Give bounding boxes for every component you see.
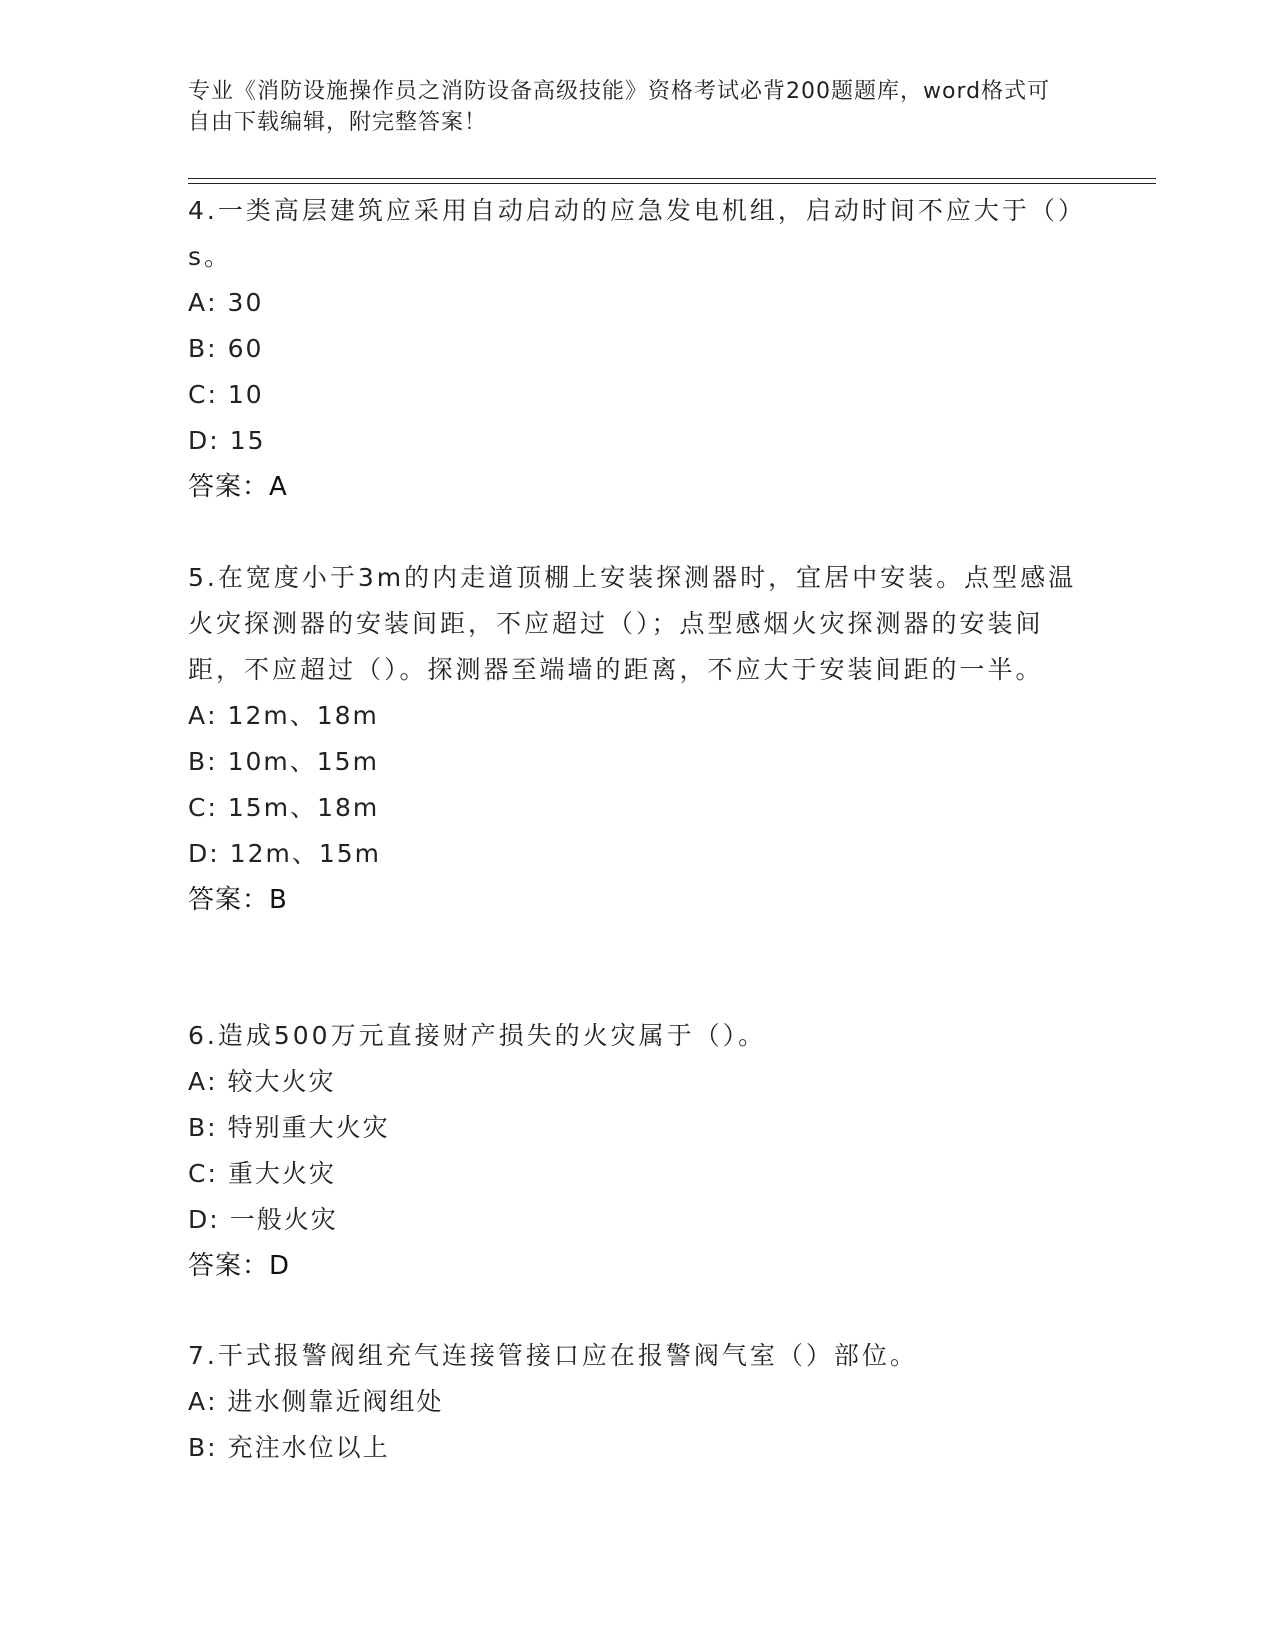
- question-5: [188, 555, 1088, 923]
- option-separator: :: [207, 380, 218, 409]
- option-letter: C: [188, 793, 208, 822]
- option-text: 15: [229, 426, 266, 455]
- option-separator: :: [207, 1387, 218, 1416]
- option-text: 15m、18m: [227, 793, 380, 822]
- question-stem: 7.干式报警阀组充气连接管接口应在报警阀气室（）部位。: [188, 1341, 918, 1370]
- option-separator: :: [207, 1113, 218, 1142]
- option-letter: C: [188, 1159, 208, 1188]
- option-separator: :: [207, 793, 218, 822]
- option-letter: B: [188, 1113, 208, 1142]
- option-c: [188, 1151, 1088, 1197]
- option-text: 10: [227, 380, 264, 409]
- option-a: [188, 693, 1088, 739]
- question-stem: 5.在宽度小于3m的内走道顶棚上安装探测器时，宜居中安装。点型感温火灾探测器的安装间距，不应超过（）；点型感烟火灾探测器的安装间距，不应超过（）。探测器至端墙的距离，不应大于安装间距的一半。: [188, 563, 1077, 684]
- option-b: [188, 739, 1088, 785]
- option-letter: A: [188, 1067, 208, 1096]
- option-text: 特别重大火灾: [227, 1113, 390, 1142]
- option-separator: :: [207, 747, 218, 776]
- option-c: [188, 785, 1088, 831]
- option-a: [188, 280, 1088, 326]
- option-separator: :: [209, 839, 220, 868]
- option-letter: D: [188, 426, 210, 455]
- option-letter: A: [188, 701, 208, 730]
- option-b: [188, 326, 1088, 372]
- document-header: 专业《消防设施操作员之消防设备高级技能》资格考试必背200题题库，word格式可自由下载编辑，附完整答案！: [188, 79, 1051, 135]
- option-text: 12m、15m: [229, 839, 382, 868]
- option-a: [188, 1379, 1088, 1425]
- option-text: 一般火灾: [229, 1205, 338, 1234]
- option-separator: :: [207, 701, 218, 730]
- option-text: 10m、15m: [227, 747, 379, 776]
- answer-line: 答案：B: [188, 885, 288, 915]
- option-text: 充注水位以上: [227, 1433, 390, 1462]
- option-d: [188, 418, 1088, 464]
- option-letter: B: [188, 1433, 208, 1462]
- option-b: [188, 1425, 1088, 1471]
- answer-line: 答案：A: [188, 472, 288, 502]
- option-d: [188, 1197, 1088, 1243]
- option-letter: C: [188, 380, 208, 409]
- option-letter: B: [188, 334, 208, 363]
- option-letter: A: [188, 288, 208, 317]
- option-separator: :: [207, 1159, 218, 1188]
- option-a: [188, 1059, 1088, 1105]
- question-stem: 4.一类高层建筑应采用自动启动的应急发电机组，启动时间不应大于（）s。: [188, 196, 1086, 271]
- option-text: 重大火灾: [227, 1159, 336, 1188]
- option-letter: D: [188, 839, 210, 868]
- option-separator: :: [209, 1205, 220, 1234]
- option-b: [188, 1105, 1088, 1151]
- option-text: 进水侧靠近阀组处: [227, 1387, 444, 1416]
- option-letter: D: [188, 1205, 210, 1234]
- question-4: [188, 188, 1088, 510]
- option-separator: :: [207, 288, 218, 317]
- option-c: [188, 372, 1088, 418]
- option-separator: :: [207, 1433, 218, 1462]
- option-separator: :: [207, 334, 218, 363]
- option-text: 60: [227, 334, 264, 363]
- header-divider-top: [188, 178, 1156, 179]
- option-text: 12m、18m: [227, 701, 379, 730]
- option-text: 30: [227, 288, 264, 317]
- option-letter: A: [188, 1387, 208, 1416]
- question-stem: 6.造成500万元直接财产损失的火灾属于（）。: [188, 1021, 767, 1050]
- option-separator: :: [209, 426, 220, 455]
- option-d: [188, 831, 1088, 877]
- answer-line: 答案：D: [188, 1251, 291, 1281]
- option-separator: :: [207, 1067, 218, 1096]
- header-divider-bottom: [188, 183, 1156, 184]
- question-6: [188, 1013, 1088, 1289]
- option-text: 较大火灾: [227, 1067, 336, 1096]
- question-7: [188, 1333, 1088, 1471]
- option-letter: B: [188, 747, 208, 776]
